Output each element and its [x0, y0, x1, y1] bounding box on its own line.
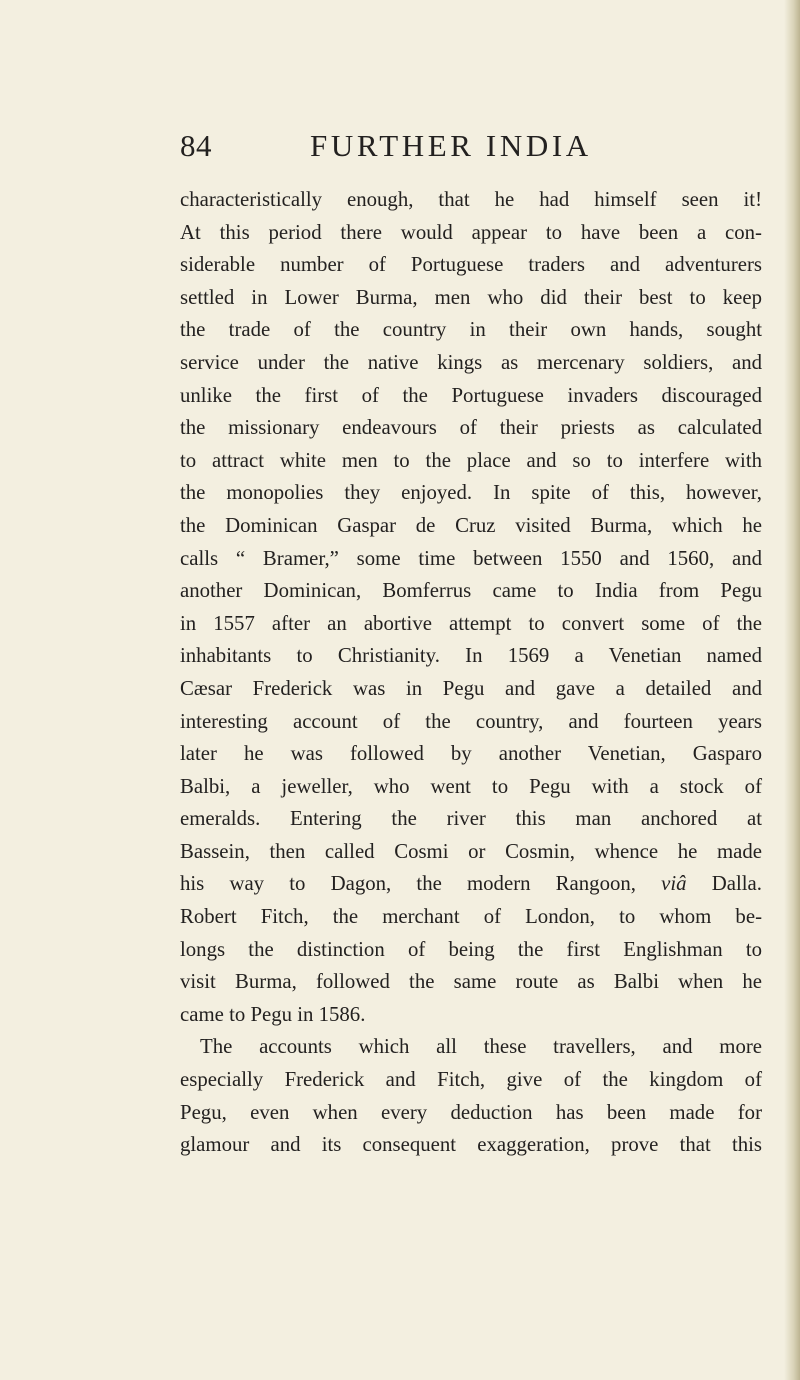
body-text — [180, 184, 762, 1162]
text-line: inhabitants to Christianity. In 1569 a Venetian named — [180, 644, 762, 668]
text-line: glamour and its consequent exaggeration, prove that this — [180, 1133, 762, 1157]
text-line: Balbi, a jeweller, who went to Pegu with a stock of — [180, 774, 762, 798]
text-line: the missionary endeavours of their priests as calculated — [180, 416, 762, 440]
text-line: the Dominican Gaspar de Cruz visited Burma, which he — [180, 513, 762, 537]
text-line: in 1557 after an abortive attempt to convert some of the — [180, 611, 762, 635]
page-edge-shadow — [784, 0, 800, 1380]
text-line: longs the distinction of being the first Englishman to — [180, 937, 762, 961]
paragraph-start-line: The accounts which all these travellers, and more — [200, 1035, 762, 1059]
text-line: settled in Lower Burma, men who did their best to keep — [180, 285, 762, 309]
text-line: especially Frederick and Fitch, give of the kingdom of — [180, 1068, 762, 1092]
text-line: Cæsar Frederick was in Pegu and gave a detailed and — [180, 676, 762, 700]
text-line: the trade of the country in their own hands, sought — [180, 318, 762, 342]
page-header — [0, 128, 800, 168]
running-head: FURTHER INDIA — [310, 128, 592, 163]
text-line: Pegu, even when every deduction has been made for — [180, 1100, 762, 1124]
text-line: service under the native kings as mercenary soldiers, and — [180, 350, 762, 374]
text-line: characteristically enough, that he had himself seen it! — [180, 188, 762, 211]
text-line: Bassein, then called Cosmi or Cosmin, whence he made — [180, 839, 762, 863]
page-number: 84 — [180, 128, 212, 163]
text-line: later he was followed by another Venetian, Gasparo — [180, 742, 762, 766]
text-line: emeralds. Entering the river this man anchored at — [180, 807, 762, 831]
text-line-lead: his way to Dagon, the modern Rangoon, — [180, 872, 636, 896]
text-line: to attract white men to the place and so to interfere with — [180, 448, 762, 472]
text-line: another Dominican, Bomferrus came to India from Pegu — [180, 579, 762, 603]
text-line: siderable number of Portuguese traders and adventurers — [180, 253, 762, 277]
text-line: At this period there would appear to have been a con- — [180, 220, 762, 244]
text-line-with-italic — [180, 868, 762, 901]
paragraph-end-line: came to Pegu in 1586. — [180, 1002, 366, 1026]
text-line: unlike the first of the Portuguese invaders discouraged — [180, 383, 762, 407]
text-line: interesting account of the country, and fourteen years — [180, 709, 762, 733]
text-line: calls “ Bramer,” some time between 1550 and 1560, and — [180, 546, 762, 570]
italic-word: viâ — [661, 872, 687, 896]
text-line-tail: Dalla. — [711, 872, 762, 896]
text-line: Robert Fitch, the merchant of London, to whom be- — [180, 905, 762, 929]
text-line: the monopolies they enjoyed. In spite of this, however, — [180, 481, 762, 505]
text-line: visit Burma, followed the same route as Balbi when he — [180, 970, 762, 994]
